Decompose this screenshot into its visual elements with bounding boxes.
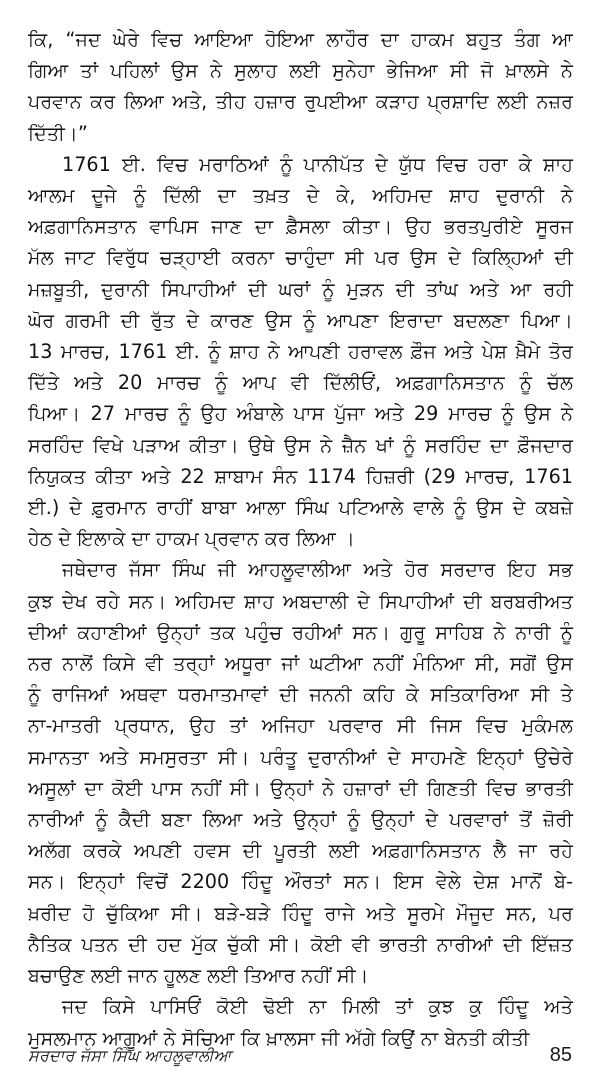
text-line: ਈ.) ਦੇ ਫ਼ੁਰਮਾਨ ਰਾਹੀਂ ਬਾਬਾ ਆਲਾ ਸਿੰਘ ਪਟਿਆਲੇ ਵਾਲੇ ਨੂੰ ਉਸ ਦੇ ਕਬਜ਼ੇ [28,496,573,520]
paragraph [28,149,573,555]
text-line: ਬਚਾਉਣ ਲਈ ਜਾਨ ਹੂਲਣ ਲਈ ਤਿਆਰ ਨਹੀਂ ਸੀ। [28,964,369,988]
footer-book-title: ਸਰਦਾਰ ਜੱਸਾ ਸਿੰਘ ਆਹਲੂਵਾਲੀਆ [28,1046,232,1065]
text-line: ਨਿਯੁਕਤ ਕੀਤਾ ਅਤੇ 22 ਸ਼ਾਬਾਮ ਸੰਨ 1174 ਹਿਜ਼ਰੀ (29 ਮਾਰਚ, 1761 [28,464,573,488]
text-line: ਮਜ਼ਬੂਤੀ, ਦੁਰਾਨੀ ਸਿਪਾਹੀਆਂ ਦੀ ਘਰਾਂ ਨੂੰ ਮੁੜਨ ਦੀ ਤਾਂਘ ਅਤੇ ਆ ਰਹੀ [28,277,573,301]
paragraph [28,991,573,1053]
text-line: ਗਿਆ ਤਾਂ ਪਹਿਲਾਂ ਉਸ ਨੇ ਸੁਲਾਹ ਲਈ ਸੁਨੇਹਾ ਭੇਜਿਆ ਸੀ ਜੋ ਖ਼ਾਲਸੇ ਨੇ [28,59,573,83]
text-line: ਦੀਆਂ ਕਹਾਣੀਆਂ ਉਨ੍ਹਾਂ ਤਕ ਪਹੁੰਚ ਰਹੀਆਂ ਸਨ। ਗੁਰੂ ਸਾਹਿਬ ਨੇ ਨਾਰੀ ਨੂੰ [28,620,573,644]
text-line: ਪਿਆ। 27 ਮਾਰਚ ਨੂੰ ਉਹ ਅੰਬਾਲੇ ਪਾਸ ਪੁੱਜਾ ਅਤੇ 29 ਮਾਰਚ ਨੂੰ ਉਸ ਨੇ [28,402,573,426]
text-line: ਸਮਾਨਤਾ ਅਤੇ ਸਮਸੁਰਤਾ ਸੀ। ਪਰੰਤੂ ਦੁਰਾਨੀਆਂ ਦੇ ਸਾਹਮਣੇ ਇਨ੍ਹਾਂ ਉਚੇਰੇ [28,745,573,769]
text-line: ਅਫ਼ਗਾਨਿਸਤਾਨ ਵਾਪਿਸ ਜਾਣ ਦਾ ਫ਼ੈਸਲਾ ਕੀਤਾ। ਉਹ ਭਰਤਪੁਰੀਏ ਸੂਰਜ [28,215,573,239]
text-line: ਸਰਹਿੰਦ ਵਿਖੇ ਪੜਾਅ ਕੀਤਾ। ਉਥੇ ਉਸ ਨੇ ਜ਼ੈਨ ਖਾਂ ਨੂੰ ਸਰਹਿੰਦ ਦਾ ਫ਼ੌਜਦਾਰ [28,433,573,457]
text-line: ਜਦ ਕਿਸੇ ਪਾਸਿਓਂ ਕੋਈ ਢੋਈ ਨਾ ਮਿਲੀ ਤਾਂ ਕੁਝ ਕੁ ਹਿੰਦੂ ਅਤੇ [62,995,573,1019]
paragraph [28,24,573,149]
text-line: ਮੁਸਲਮਾਨ ਆਗੂਆਂ ਨੇ ਸੋਚਿਆ ਕਿ ਖ਼ਾਲਸਾ ਜੀ ਅੱਗੇ ਕਿਉਂ ਨਾ ਬੇਨਤੀ ਕੀਤੀ [28,1026,530,1050]
text-line: ਸਨ। ਇਨ੍ਹਾਂ ਵਿਚੋਂ 2200 ਹਿੰਦੂ ਔਰਤਾਂ ਸਨ। ਇਸ ਵੇਲੇ ਦੇਸ਼ ਮਾਨੋਂ ਬੇ- [28,870,573,894]
text-line: ਨਾ-ਮਾਤਰੀ ਪ੍ਰਧਾਨ, ਉਹ ਤਾਂ ਅਜਿਹਾ ਪਰਵਾਰ ਸੀ ਜਿਸ ਵਿਚ ਮੁਕੰਮਲ [28,714,573,738]
text-line: ਨਰ ਨਾਲੋਂ ਕਿਸੇ ਵੀ ਤਰ੍ਹਾਂ ਅਧੂਰਾ ਜਾਂ ਘਟੀਆ ਨਹੀਂ ਮੰਨਿਆ ਸੀ, ਸਗੋਂ ਉਸ [28,652,573,676]
text-line: ਕੁਝ ਦੇਖ ਰਹੇ ਸਨ। ਅਹਿਮਦ ਸ਼ਾਹ ਅਬਦਾਲੀ ਦੇ ਸਿਪਾਹੀਆਂ ਦੀ ਬਰਬਰੀਅਤ [28,589,573,613]
text-line: ਦਿੱਤੇ ਅਤੇ 20 ਮਾਰਚ ਨੂੰ ਆਪ ਵੀ ਦਿੱਲੀਓਂ, ਅਫ਼ਗਾਨਿਸਤਾਨ ਨੂੰ ਚੱਲ [28,371,573,395]
text-line: ਮੱਲ ਜਾਟ ਵਿਰੁੱਧ ਚੜ੍ਹਾਈ ਕਰਨਾ ਚਾਹੁੰਦਾ ਸੀ ਪਰ ਉਸ ਦੇ ਕਿਲ੍ਹਿਆਂ ਦੀ [28,246,573,270]
text-line: ਅਲੱਗ ਕਰਕੇ ਅਪਣੀ ਹਵਸ ਦੀ ਪੂਰਤੀ ਲਈ ਅਫ਼ਗਾਨਿਸਤਾਨ ਲੈ ਜਾ ਰਹੇ [28,839,573,863]
text-line: ਖ਼ਰੀਦ ਹੋ ਚੁੱਕਿਆ ਸੀ। ਬੜੇ-ਬੜੇ ਹਿੰਦੂ ਰਾਜੇ ਅਤੇ ਸੂਰਮੇ ਮੌਜੂਦ ਸਨ, ਪਰ [28,901,573,925]
text-line: ਕਿ, “ਜਦ ਘੇਰੇ ਵਿਚ ਆਇਆ ਹੋਇਆ ਲਾਹੌਰ ਦਾ ਹਾਕਮ ਬਹੁਤ ਤੰਗ ਆ [28,28,573,51]
text-line: ਨੈਤਿਕ ਪਤਨ ਦੀ ਹਦ ਮੁੱਕ ਚੁੱਕੀ ਸੀ। ਕੋਈ ਵੀ ਭਾਰਤੀ ਨਾਰੀਆਂ ਦੀ ਇੱਜ਼ਤ [28,932,573,956]
text-line: ਅਸੂਲਾਂ ਦਾ ਕੋਈ ਪਾਸ ਨਹੀਂ ਸੀ। ਉਨ੍ਹਾਂ ਨੇ ਹਜ਼ਾਰਾਂ ਦੀ ਗਿਣਤੀ ਵਿਚ ਭਾਰਤੀ [28,776,573,800]
text-line: ਹੇਠ ਦੇ ਇਲਾਕੇ ਦਾ ਹਾਕਮ ਪ੍ਰਵਾਨ ਕਰ ਲਿਆ । [28,527,355,551]
body-text [28,24,573,1054]
document-page [28,24,573,1054]
text-line: ਆਲਮ ਦੂਜੇ ਨੂੰ ਦਿੱਲੀ ਦਾ ਤਖ਼ਤ ਦੇ ਕੇ, ਅਹਿਮਦ ਸ਼ਾਹ ਦੁਰਾਨੀ ਨੇ [28,184,573,208]
text-line: ਨੂੰ ਰਾਜਿਆਂ ਅਥਵਾ ਧਰਮਾਤਮਾਵਾਂ ਦੀ ਜਨਨੀ ਕਹਿ ਕੇ ਸਤਿਕਾਰਿਆ ਸੀ ਤੇ [28,683,573,707]
text-line: ਜਥੇਦਾਰ ਜੱਸਾ ਸਿੰਘ ਜੀ ਆਹਲੂਵਾਲੀਆ ਅਤੇ ਹੋਰ ਸਰਦਾਰ ਇਹ ਸਭ [62,558,573,582]
page-footer [28,1046,572,1074]
text-line: ਦਿੱਤੀ।” [28,121,88,145]
page-number: 85 [549,1044,572,1066]
text-line: 13 ਮਾਰਚ, 1761 ਈ. ਨੂੰ ਸ਼ਾਹ ਨੇ ਆਪਣੀ ਹਰਾਵਲ ਫ਼ੌਜ ਅਤੇ ਪੇਸ਼ ਖ਼ੈਮੇ ਤੋਰ [28,340,573,364]
paragraph [28,554,573,991]
text-line: ਘੋਰ ਗਰਮੀ ਦੀ ਰੁੱਤ ਦੇ ਕਾਰਣ ਉਸ ਨੂੰ ਆਪਣਾ ਇਰਾਦਾ ਬਦਲਣਾ ਪਿਆ। [28,308,573,332]
text-line: 1761 ਈ. ਵਿਚ ਮਰਾਠਿਆਂ ਨੂੰ ਪਾਨੀਪੱਤ ਦੇ ਯੁੱਧ ਵਿਚ ਹਰਾ ਕੇ ਸ਼ਾਹ [62,152,573,176]
text-line: ਪਰਵਾਨ ਕਰ ਲਿਆ ਅਤੇ, ਤੀਹ ਹਜ਼ਾਰ ਰੁਪਈਆ ਕੜਾਹ ਪ੍ਰਸ਼ਾਦਿ ਲਈ ਨਜ਼ਰ [28,90,573,114]
text-line: ਨਾਰੀਆਂ ਨੂੰ ਕੈਦੀ ਬਣਾ ਲਿਆ ਅਤੇ ਉਨ੍ਹਾਂ ਨੂੰ ਉਨ੍ਹਾਂ ਦੇ ਪਰਵਾਰਾਂ ਤੋਂ ਜ਼ੋਰੀ [28,808,573,832]
